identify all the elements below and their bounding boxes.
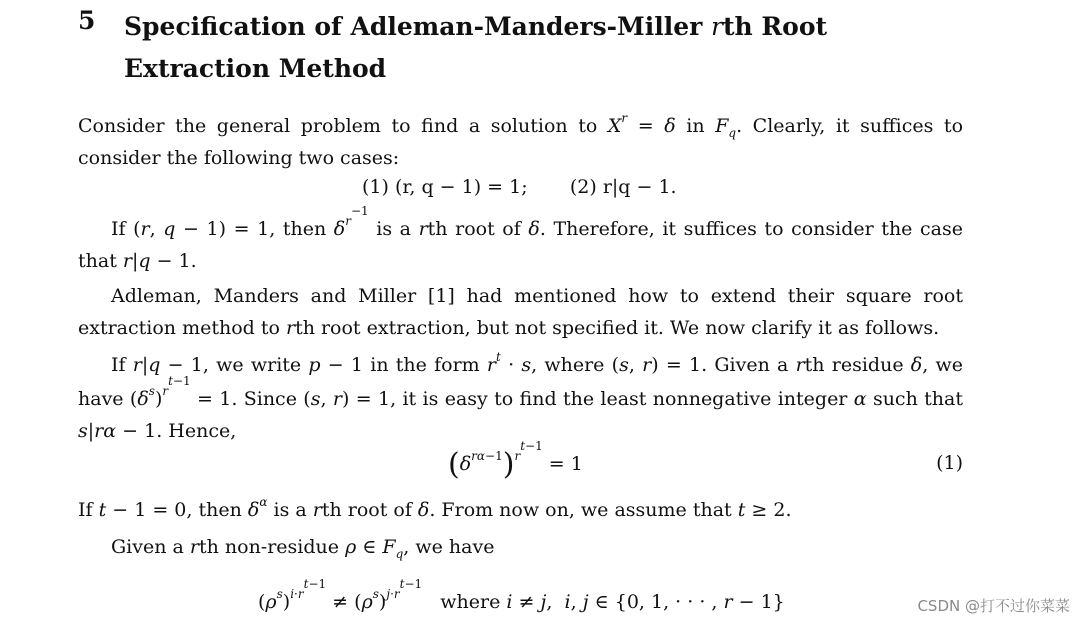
paragraph-amm-extension: Adleman, Manders and Miller [1] had mentioned how to extend their square root extraction method to rth root extraction, but not specified it. We now clarify it as follows. — [78, 285, 963, 339]
paragraph-residue: If r|q − 1, we write p − 1 in the form $r^t \cdot s$, where (s, r) = 1. Given a rth residue δ, we have $(\delta^s)^{r^{t-1}} = 1$. Since (s, r) = 1, it is easy to find the least nonnegative integer α such that s|rα − 1. Hence, — [78, 350, 964, 442]
cases-equation: (1) (r, q − 1) = 1; (2) r|q − 1. — [362, 176, 677, 198]
equation-non-residue: $(\rho^s)^{i\cdot r^{t-1}} \ne (\rho^s)^{j\cdot r^{t-1}}$ where i ≠ j, i, j ∈ {0, 1, · · · , r − 1} — [258, 577, 785, 613]
section-title: Specification of Adleman-Manders-Miller rth Root Extraction Method — [124, 12, 828, 83]
paragraph-intro: Consider the general problem to find a solution to $X^r = \delta$ in $F_q$. Clearly, it suffices to consider the following two cases: — [78, 111, 964, 169]
equation-1-number: (1) — [936, 452, 963, 474]
paragraph-t-case: If t − 1 = 0, then $\delta^\alpha$ is a rth root of δ. From now on, we assume that t ≥ 2. — [78, 495, 792, 521]
section-number: 5 — [78, 6, 96, 35]
paragraph-coprime-case: If (r, q − 1) = 1, then $\delta^{r^{-1}}$ is a rth root of δ. Therefore, it suffices to consider the case that r|q − 1. — [78, 204, 963, 272]
equation-1: $(\delta^{r\alpha-1})^{r^{t-1}} = 1$ — [448, 439, 583, 482]
paragraph-non-residue: Given a rth non-residue ρ ∈ $F_q$, we have — [111, 536, 495, 561]
csdn-watermark: CSDN @打不过你菜菜 — [917, 597, 1070, 615]
